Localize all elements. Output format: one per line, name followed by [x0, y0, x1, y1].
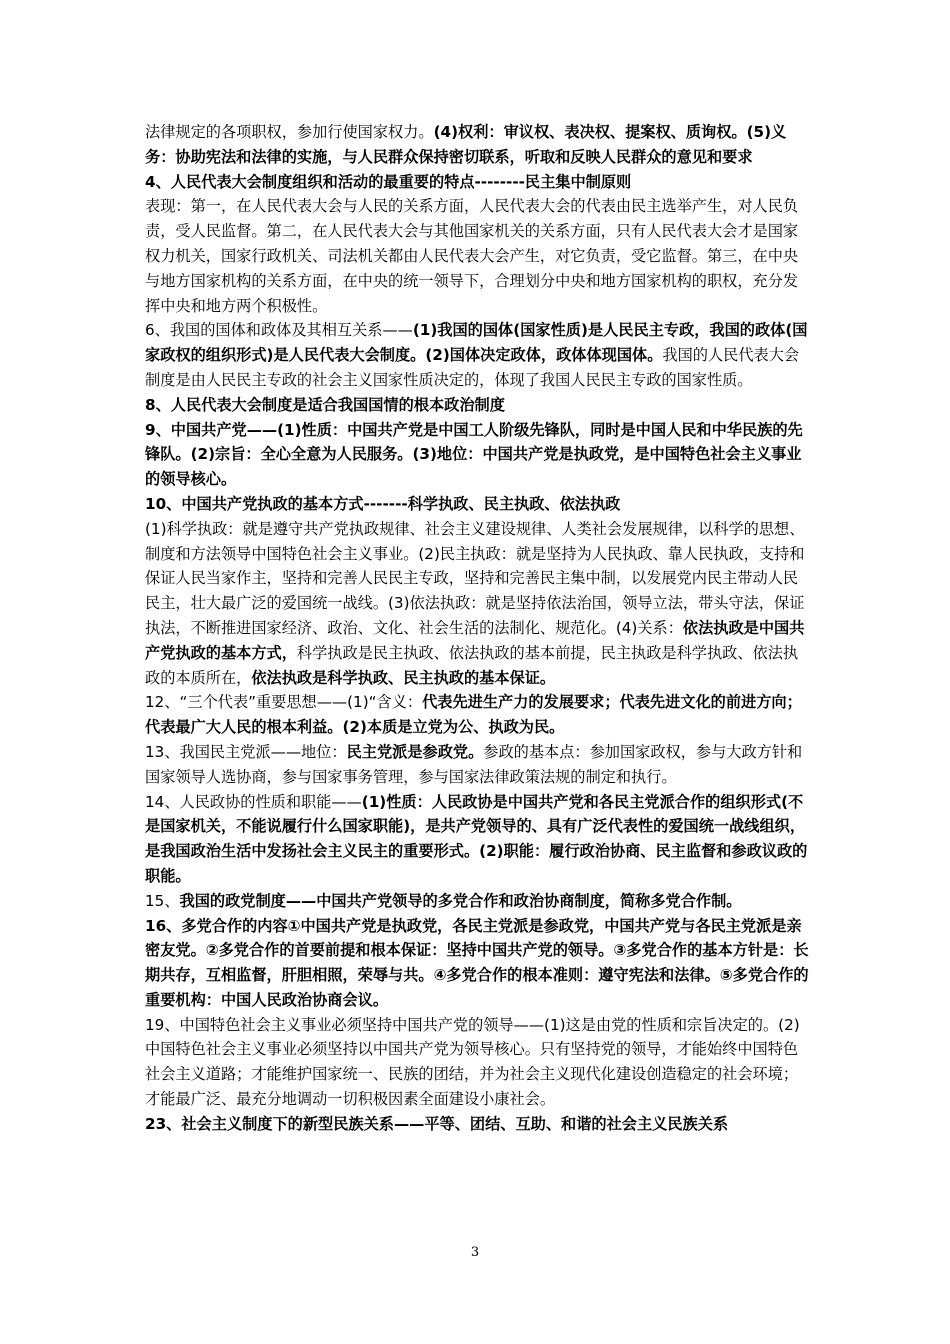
para-12: [145, 690, 810, 740]
para-4-heading-span: 4、人民代表大会制度组织和活动的最重要的特点--------民主集中制原则: [145, 172, 632, 191]
para-deputy-rights: [145, 120, 810, 170]
para-13-span: 13、我国民主党派——地位：: [145, 742, 347, 761]
para-15-span: 15、: [145, 891, 180, 910]
para-19: [145, 1013, 810, 1112]
para-4-body-span: 表现：第一，在人民代表大会与人民的关系方面，人民代表大会的代表由民主选举产生，对人民负责，受人民监督。第二，在人民代表大会与其他国家机关的关系方面，只有人民代表大会才是国家权力机关，国家行政机关、司法机关都由人民代表大会产生，对它负责，受它监督。第三，在中央与地方国家机构的关系方面，在中央的统一领导下，合理划分中央和地方国家机构的职权，充分发挥中央和地方两个积极性。: [145, 197, 799, 315]
para-10-body-span: 依法执政是科学执政、民主执政的基本保证。: [251, 668, 556, 687]
para-6: [145, 318, 810, 392]
para-deputy-rights-span: 法律规定的各项职权，参加行使国家权力。: [145, 123, 434, 141]
para-6-span: 6、我国的国体和政体及其相互关系——: [145, 321, 413, 340]
para-10-body-span: 依法执政是中国共产党执政的基本方式，: [145, 618, 805, 662]
para-14-span: (1)性质：人民政协是中国共产党和各民主党派合作的组织形式(不是国家机关，不能说履行什么国家职能)，是共产党领导的、具有广泛代表性的爱国统一战线组织，是我国政治生活中发扬社会主义民主的重要形式。(2)职能：履行政治协商、民主监督和参政议政的职能。: [145, 792, 808, 885]
document-body: [145, 120, 810, 1137]
para-14-span: 14、人民政协的性质和职能——: [145, 792, 362, 811]
para-6-span: 我国的人民代表大会制度是由人民民主专政的社会主义国家性质决定的，体现了我国人民民主专政的国家性质。: [145, 346, 800, 389]
para-16: [145, 914, 810, 1013]
para-8-span: 8、人民代表大会制度是适合我国国情的根本政治制度: [145, 395, 505, 414]
para-12-span: 代表先进生产力的发展要求；代表先进文化的前进方向；代表最广大人民的根本利益。(2)本质是立党为公、执政为民。: [145, 693, 802, 737]
para-4-body: [145, 194, 810, 318]
page-number: 3: [470, 1245, 480, 1260]
para-9-span: 9、中国共产党——(1)性质：中国共产党是中国工人阶级先锋队，同时是中国人民和中华民族的先锋队。(2)宗旨：全心全意为人民服务。(3)地位：中国共产党是执政党，是中国特色社会主义事业的领导核心。: [145, 420, 803, 489]
para-15-span: 我国的政党制度——中国共产党领导的多党合作和政治协商制度，简称多党合作制。: [179, 891, 742, 910]
para-13-span: 参政的基本点：参加国家政权，参与大政方针和国家领导人选协商，参与国家事务管理，参与国家法律政策法规的制定和执行。: [145, 742, 803, 786]
para-10-heading-span: 10、中国共产党执政的基本方式-------科学执政、民主执政、依法执政: [145, 494, 621, 513]
para-13-span: 民主党派是参政党。: [346, 742, 484, 761]
para-13: [145, 740, 810, 790]
para-10-body-span: (1)科学执政：就是遵守共产党执政规律、社会主义建设规律、人类社会发展规律，以科学的思想、制度和方法领导中国特色社会主义事业。(2)民主执政：就是坚持为人民执政、靠人民执政，支持和保证人民当家作主，坚持和完善人民民主专政，坚持和完善民主集中制，以发展党内民主带动人民民主，壮大最广泛的爱国统一战线。(3)依法执政：就是坚持依法治国，领导立法，带头守法，保证执法，不断推进国家经济、政治、文化、社会生活的法制化、规范化。(4)关系：: [145, 519, 805, 637]
para-9: [145, 418, 810, 492]
para-16-span: 16、多党合作的内容①中国共产党是执政党，各民主党派是参政党，中国共产党与各民主党派是亲密友党。②多党合作的首要前提和根本保证：坚持中国共产党的领导。③多党合作的基本方针是：长期共存，互相监督，肝胆相照，荣辱与共。④多党合作的根本准则：遵守宪法和法律。⑤多党合作的重要机构：中国人民政治协商会议。: [145, 916, 809, 1009]
para-4-heading: [145, 170, 810, 195]
para-12-span: 12、“三个代表”重要思想——(1)“含义：: [145, 693, 423, 712]
para-10-body: [145, 517, 810, 691]
para-10-heading: [145, 492, 810, 517]
para-6-span: (1)我国的国体(国家性质)是人民民主专政，我国的政体(国家政权的组织形式)是人民代表大会制度。(2)国体决定政体，政体体现国体。: [145, 321, 808, 365]
para-14: [145, 790, 810, 889]
para-15: [145, 889, 810, 914]
para-deputy-rights-span: (4)权利：审议权、表决权、提案权、质询权。(5)义务：协助宪法和法律的实施，与人民群众保持密切联系，听取和反映人民群众的意见和要求: [145, 123, 787, 166]
para-23: [145, 1112, 810, 1137]
para-10-body-span: 科学执政是民主执政、依法执政的基本前提，民主执政是科学执政、依法执政的本质所在，: [145, 643, 799, 687]
para-19-span: 19、中国特色社会主义事业必须坚持中国共产党的领导——(1)这是由党的性质和宗旨决定的。(2)中国特色社会主义事业必须坚持以中国共产党为领导核心。只有坚持党的领导，才能始终中国特色社会主义道路；才能维护国家统一、民族的团结，并为社会主义现代化建设创造稳定的社会环境；才能最广泛、最充分地调动一切积极因素全面建设小康社会。: [145, 1015, 800, 1109]
para-8: [145, 393, 810, 418]
para-23-span: 23、社会主义制度下的新型民族关系——平等、团结、互助、和谐的社会主义民族关系: [145, 1114, 729, 1133]
